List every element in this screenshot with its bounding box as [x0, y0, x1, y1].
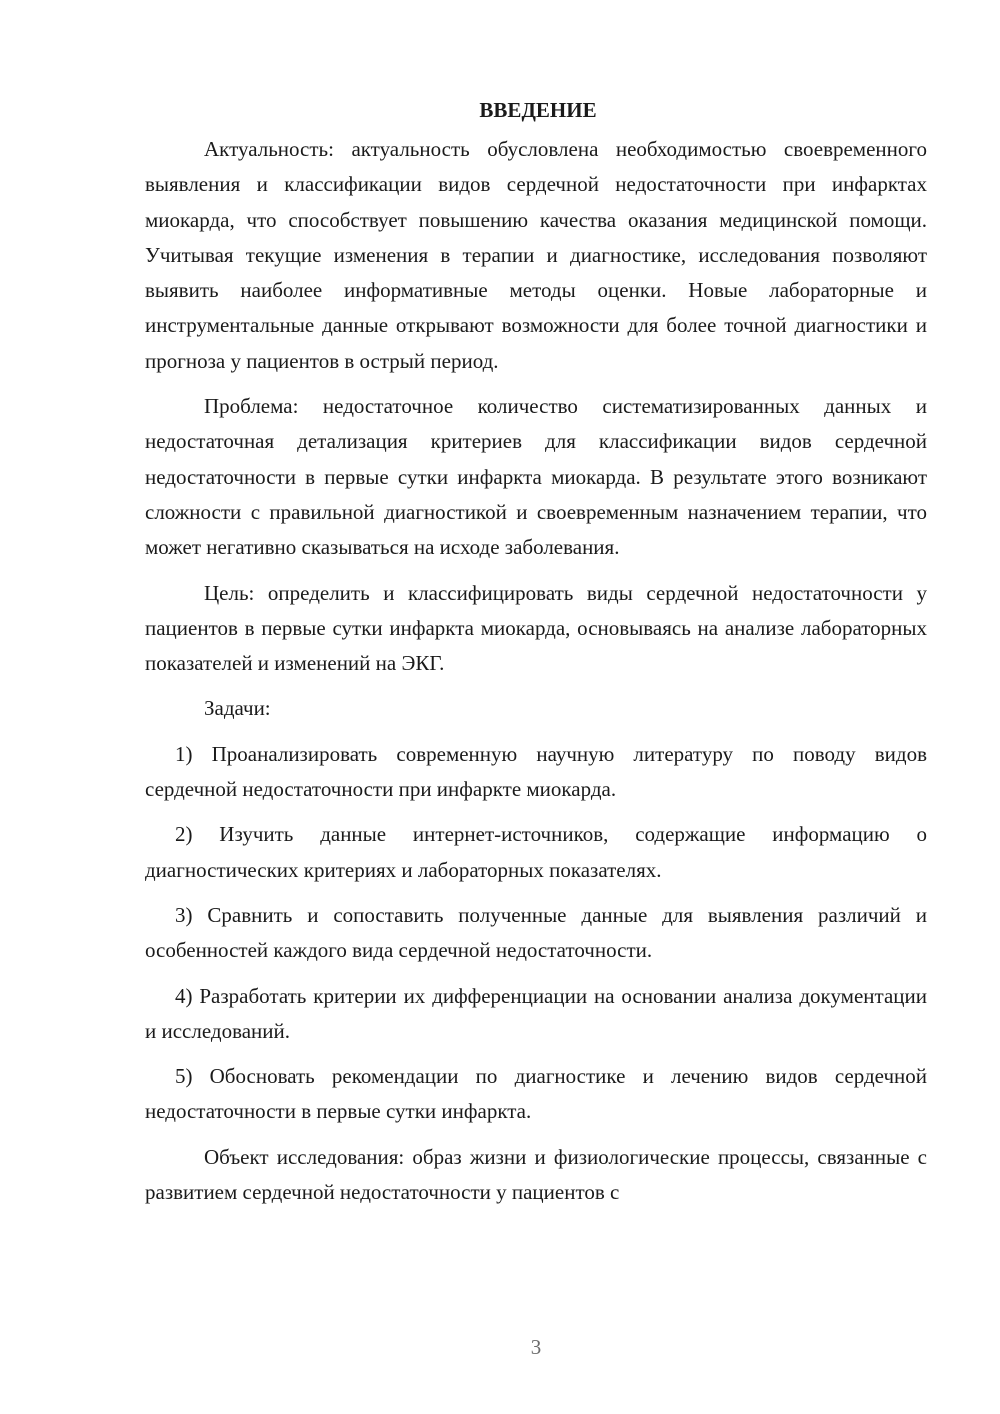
task-item-2: 2) Изучить данные интернет-источников, содержащие информацию о диагностических критериях и лабораторных показателях. — [145, 822, 927, 882]
tasks-list — [145, 737, 927, 1130]
paragraph-problem: Проблема: недостаточное количество систематизированных данных и недостаточная детализация критериев для классификации видов сердечной недостаточности в первые сутки инфаркта миокарда. В результате этого возникают сложности с правильной диагностикой и своевременным назначением терапии, что может негативно сказываться на исходе заболевания. — [145, 394, 927, 560]
paragraph-relevance: Актуальность: актуальность обусловлена необходимостью своевременного выявления и классификации видов сердечной недостаточности при инфарктах миокарда, что способствует повышению качества оказания медицинской помощи. Учитывая текущие изменения в терапии и диагностике, исследования позволяют выявить наиболее информативные методы оценки. Новые лабораторные и инструментальные данные открывают возможности для более точной диагностики и прогноза у пациентов в острый период. — [145, 137, 927, 373]
task-item-5: 5) Обосновать рекомендации по диагностике и лечению видов сердечной недостаточности в первые сутки инфаркта. — [145, 1064, 927, 1124]
paragraph-object: Объект исследования: образ жизни и физиологические процессы, связанные с развитием сердечной недостаточности у пациентов с — [145, 1144, 927, 1205]
page-number: 3 — [530, 1335, 542, 1359]
document-body — [145, 92, 927, 1210]
task-item-4: 4) Разработать критерии их дифференциации на основании анализа документации и исследований. — [145, 983, 927, 1043]
tasks-heading: Задачи: — [204, 696, 271, 721]
task-item-3: 3) Сравнить и сопоставить полученные данные для выявления различий и особенностей каждого вида сердечной недостаточности. — [145, 902, 927, 963]
paragraph-goal: Цель: определить и классифицировать виды сердечной недостаточности у пациентов в первые сутки инфаркта миокарда, основываясь на анализе лабораторных показателей и изменений на ЭКГ. — [145, 580, 927, 676]
section-title: ВВЕДЕНИЕ — [479, 98, 597, 122]
task-item-1: 1) Проанализировать современную научную литературу по поводу видов сердечной недостаточности при инфаркте миокарда. — [145, 741, 927, 802]
